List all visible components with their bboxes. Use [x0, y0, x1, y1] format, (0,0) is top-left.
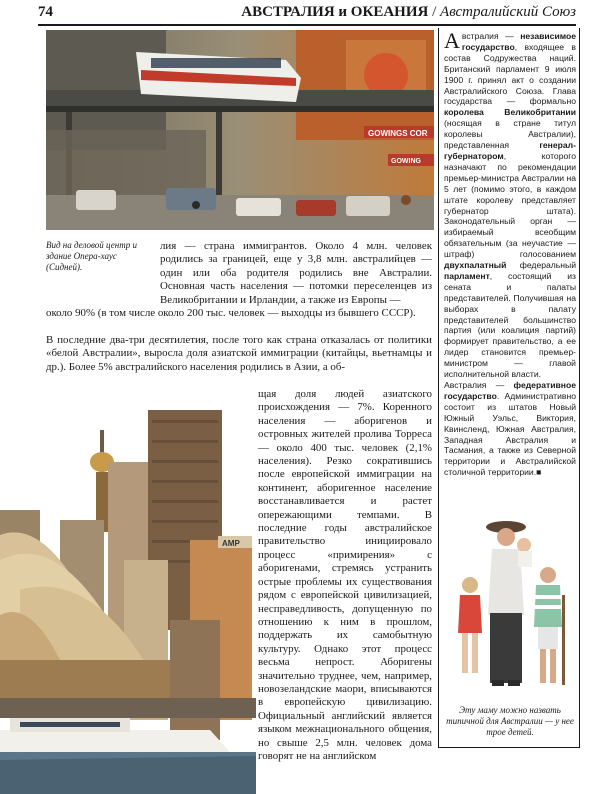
gowings-sign-1: GOWINGS COR [368, 129, 428, 138]
family-photo [446, 515, 574, 700]
sidebar-text-run: (носящая в стране титул королевы Австралии), представленная [444, 118, 576, 151]
subsection-title: Австралийский Союз [440, 4, 576, 20]
monorail-street-photo [46, 30, 434, 230]
page-header [0, 0, 600, 26]
sidebar-bold-term: королева Великобритании [444, 107, 576, 118]
amp-sign: AMP [222, 539, 240, 548]
sidebar-text-run: , которого назначают по рекомендации премьер-министра Австралии на 5 лет (помимо этого, в каждом штате королеву представляет губернатор штата). Законодательный орган — избираемый всеобщим обязательным (за неучастие — штраф) голосованием [444, 150, 576, 260]
page-number: 74 [38, 4, 53, 20]
sydney-opera-house-skyline-photo [0, 400, 256, 794]
top-photo-caption: Вид на деловой центр и здание Опера-хаус (Сидней). [46, 240, 137, 272]
section-title: АВСТРАЛИЯ и ОКЕАНИЯ [241, 4, 429, 20]
gowings-sign-2: GOWING [391, 158, 421, 165]
sidebar-text-run: . Административно состоит из штатов Новый Южный Уэльс, Виктория, Квинсленд, Южная Австралия, Западная Австралия и Тасмания, а также из Северной территории и Австралийской столичной территории. [444, 390, 576, 478]
body-paragraph-2: В последние два-три десятилетия, после того как страна отказалась от политики «белой Австралии», выросла доля азиатской иммиграции (китайцы, вьетнамцы и др.). Более 5% австралийского населения родились в Азии, а об- [46, 334, 432, 373]
body-paragraph-1a: лия — страна иммигрантов. Около 4 млн. человек родились за границей, еще у 3,8 млн. австралийцев — один или оба родителя родились вне Австралии. Основная часть населения — потомки переселенцев из Великобритании и Ирландии, а также из Европы — [160, 240, 432, 306]
sidebar-bold-term: парламент [444, 270, 490, 281]
sidebar-text-run: федеральный [506, 260, 576, 271]
sidebar-bold-term: независимое государство [461, 31, 576, 52]
sidebar-bold-term: двухпалатный [444, 260, 507, 271]
family-photo-caption: Эту маму можно назвать типичной для Австралии — у нее трое детей. [446, 705, 574, 737]
sidebar-text-run: , состоящий из сената и палаты представителей. Получившая на выборах в палату представителей большинство партия (или коалиция партий) формирует правительство, а ее лидер становится премьер-министром — главой исполнительной власти. [444, 270, 576, 380]
body-paragraph-3: щая доля людей азиатского происхождения — 7%. Коренного населения — аборигенов и островных жителей пролива Торреса — около 400 тыс. человек (2,1% населения). Резко сократившись после европейской иммиграции на континент, аборигенное население восстанавливается и растет опережающими темпами. В последние годы австралийское правительство инициировало процесс «примирения» с аборигенами, стремясь устранить острые проблемы их существования рядом с европейской цивилизацией, несправедливость, допущенную по отношению к ним в прошлом, поддержать их самобытную культуру. Однако этот процесс весьма непрост. Аборигены значительно труднее, чем, например, новозеландские маори, вписываются в европейскую цивилизацию. Официальный английский является языком межнационального общения, но свыше 2,5 млн. человек дома говорят не на английском [258, 388, 432, 762]
sidebar-text-run: встралия — [461, 31, 521, 41]
title-separator: / [428, 4, 441, 20]
sidebar-bold-term: федеративное государство [444, 380, 576, 401]
sidebar-text-run: , входящее в состав Содружества наций. Британский парламент 9 июля 1900 г. принял акт о создании Австралийского Союза. Глава государства — формально [444, 41, 576, 107]
end-mark: ■ [536, 467, 542, 478]
running-title [241, 4, 576, 21]
header-rule [38, 24, 576, 26]
sidebar-text-run: Австралия — [444, 380, 514, 390]
sidebar-text [444, 28, 576, 478]
drop-cap: А [444, 28, 460, 53]
sidebar-bold-term: генерал-губернатором [444, 140, 576, 161]
body-paragraph-1b: около 90% (в том числе около 200 тыс. человек — выходцы из бывшего СССР). [46, 307, 416, 319]
